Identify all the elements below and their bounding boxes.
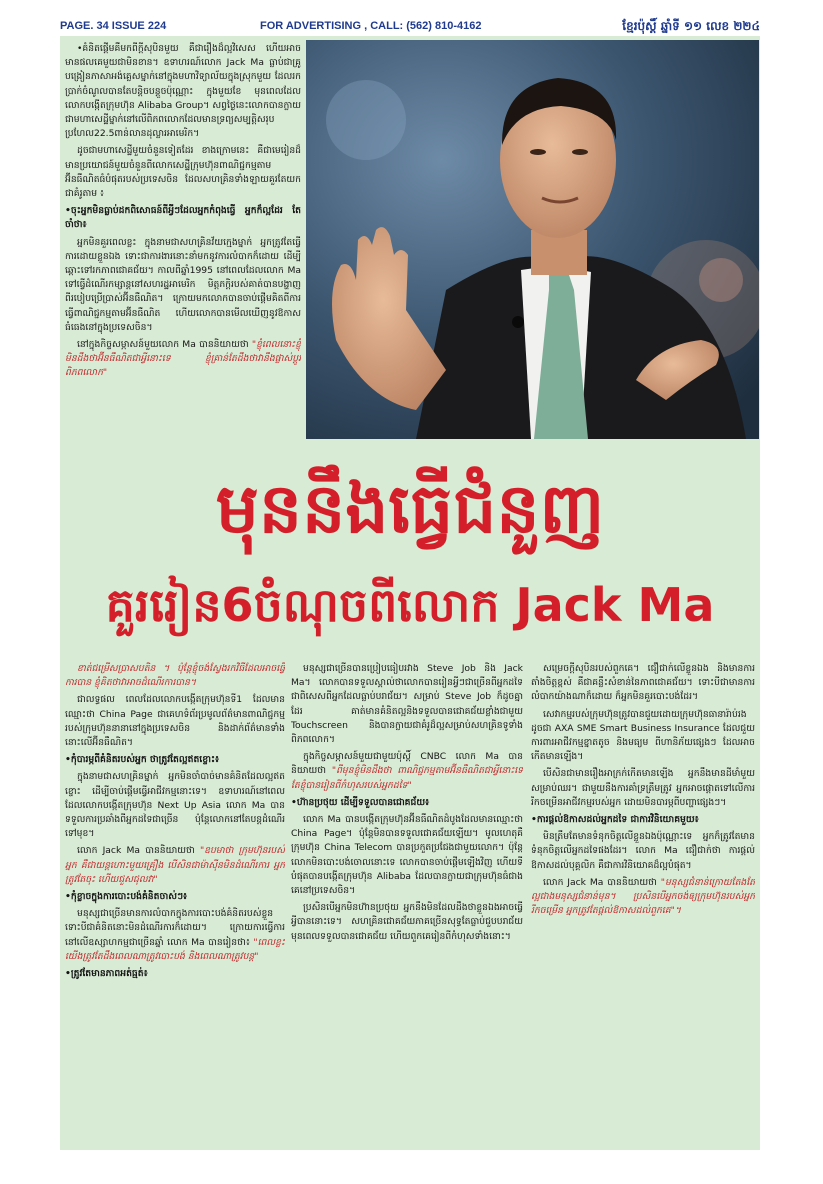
subheading: •ត្រូវតែមានភាពអត់ធ្មត់៖ xyxy=(65,968,148,980)
headline-line-1: មុននឹងធ្វើជំនួញ xyxy=(215,470,605,549)
paragraph-text: លោក Jack Ma បាននិយាយថា xyxy=(543,876,661,888)
bottom-middle-column xyxy=(291,662,523,1142)
headline-line-2: គួររៀន6ចំណុចពីលោក Jack Ma xyxy=(105,578,715,632)
paragraph: ក្នុងនាមជាសហគ្រិនម្នាក់ អ្នកមិនចាំបាច់មានគំនិតដែលល្អឥតខ្ចោះ ដើម្បីចាប់ផ្ដើមធ្វើអាជីវកម្មនោះទេ។ ឧទាហរណ៍នៅពេលដែលលោកបង្កើតក្រុមហ៊ុន Next Up Asia លោក Ma បានទទួលការប្រឆាំងពីអ្នកដទៃជាច្រើន ប៉ុន្តែលោកនៅតែបន្តដំណើរទៅមុខ។ xyxy=(65,771,285,840)
top-left-column xyxy=(65,42,301,462)
paragraph xyxy=(291,750,523,793)
paragraph: សម្រេចក្ដីសុបិនរបស់ពួកគេ។ ជឿជាក់លើខ្លួនឯង និងមានការតាំងចិត្តខ្ពស់ គឺជាគន្លឹះសំខាន់នៃភាពជោគជ័យ។ ទោះបីជាមានការលំបាកយ៉ាងណាក៏ដោយ ក៏អ្នកមិនគួរបោះបង់ដែរ។ xyxy=(531,663,755,703)
bottom-left-column xyxy=(65,662,285,1142)
subheading: •ចុះអ្នកមិនធ្លាប់ដកពិសោធន៍ពីអ្វីៗដែលអ្នកកំពុងធ្វើ អ្នកក៏ល្អដែរ តែចាំថា៖ xyxy=(65,205,301,231)
quote: "មនុស្សជំនាន់ក្រោយតែងតែល្អជាងមនុស្សជំនាន់មុន។ ប្រសិនបើអ្នកចង់ឲ្យក្រុមហ៊ុនរបស់អ្នករីកចម្រើន អ្នកត្រូវតែផ្ដល់ឱកាសដល់ពួកគេ"។ xyxy=(531,876,755,917)
paragraph: លោក Ma បានបង្កើតក្រុមហ៊ុនអ៊ីនធឺណិតដំបូងដែលមានឈ្មោះថា China Page។ ប៉ុន្តែមិនបានទទួលជោគជ័យឡើយ។ មូលហេតុគឺ ក្រុមហ៊ុន China Telecom បានប្រកួតប្រជែងជាមួយលោក។ ប៉ុន្តែលោកមិនបោះបង់ចោលនោះទេ លោកបានចាប់ផ្ដើមឡើងវិញ ហើយទីបំផុតបានបង្កើតក្រុមហ៊ុន Alibaba ដែលបានក្លាយជាក្រុមហ៊ុនធំជាងគេនៅប្រទេសចិន។ xyxy=(291,814,523,897)
paragraph xyxy=(531,876,755,919)
paragraph xyxy=(65,907,285,964)
paragraph-text: នៅក្នុងកិច្ចសម្ភាសន៍មួយលោក Ma បាននិយាយថា xyxy=(77,339,252,351)
subheading: •ហ៊ានប្រថុយ ដើម្បីទទួលបានជោគជ័យ៖ xyxy=(291,796,430,808)
paragraph-text: ក្នុងកិច្ចសម្ភាសន៍មួយជាមួយប៉ុស្ដិ៍ CNBC លោក Ma បាននិយាយថា xyxy=(291,751,523,777)
page-header xyxy=(60,18,760,36)
paragraph xyxy=(65,338,301,381)
paragraph: ដូចជាមហាសេដ្ឋីមួយចំនួនទៀតដែរ ខាងក្រោមនេះ គឺជាមេរៀនដ៏មានប្រយោជន៍មួយចំនួនពីលោកសេដ្ឋីក្រុមហ៊ុនពាណិជ្ជកម្មតាមអ៊ីនធឺណិតធំបំផុតរបស់ប្រទេសចិន ដែលសហគ្រិនទាំងឡាយគួរតែយកជាគំរូតាម ៖ xyxy=(65,145,301,200)
photo-illustration xyxy=(306,40,759,439)
page-issue-label: PAGE. 34 ISSUE 224 xyxy=(60,20,167,32)
quote: "ពេលខ្លះយើងត្រូវតែដឹងពេលណាត្រូវបោះបង់ និងពេលណាត្រូវបន្ត" xyxy=(65,936,285,962)
subheading: •កុំបារម្ភពីគំនិតរបស់អ្នក ថាត្រូវតែល្អឥតខ្ចោះ៖ xyxy=(65,754,220,766)
publication-name: ខ្មែរប៉ុស្ដិ៍ ឆ្នាំទី ១១ លេខ ២២៤ xyxy=(622,19,760,33)
paragraph: មិនត្រឹមតែមានទំនុកចិត្តលើខ្លួនឯងប៉ុណ្ណោះទេ អ្នកក៏ត្រូវតែមានទំនុកចិត្តលើអ្នកដទៃផងដែរ។ លោក Ma ជឿជាក់ថា ការផ្ដល់ឱកាសដល់បុគ្គលិក គឺជាការវិនិយោគដ៏ល្អបំផុត។ xyxy=(531,831,755,871)
paragraph-text: មនុស្សជាច្រើនមានការលំបាកក្នុងការបោះបង់គំនិតរបស់ខ្លួន ទោះបីជាគំនិតនោះមិនដំណើរការក៏ដោយ។ ក្រោយការធ្វើការនៅលើឧស្សាហកម្មជាច្រើនឆ្នាំ លោក Ma បានរៀនថា៖ xyxy=(65,908,285,948)
bottom-right-column xyxy=(531,662,755,1142)
quote: "ខ្ញុំពេលនោះខ្ញុំមិនដឹងថាអ៊ីនធឺណិតជាអ្វីនោះទេ ខ្ញុំគ្រាន់តែដឹងថាវានឹងផ្លាស់ប្ដូរពិភពលោក" xyxy=(65,339,301,379)
paragraph: ជាលទ្ធផល ពេលដែលលោកបង្កើតក្រុមហ៊ុនទី1 ដែលមានឈ្មោះថា China Page ជាគេហទំព័រប្រមូលព័ត៌មានពាណិជ្ជកម្មរបស់ក្រុមហ៊ុននានានៅក្នុងប្រទេសចិន និងដាក់ព័ត៌មានទាំងនោះលើអ៊ីនធឺណិត។ xyxy=(65,694,285,749)
quote: "ពីមុនខ្ញុំមិនដឹងថា ពាណិជ្ជកម្មតាមអ៊ីនធឺណិតជាអ្វីនោះទេ តែខ្ញុំបានរៀនពីកំហុសរបស់អ្នកដទៃ" xyxy=(291,765,523,791)
subheading: •កុំខ្លាចក្នុងការបោះបង់គំនិតចាស់ៗ៖ xyxy=(65,891,188,903)
paragraph: មនុស្សជាច្រើនបានប្រៀបធៀបរវាង Steve Job និង Jack Ma។ លោកបានទទួលស្គាល់ថាលោកបានរៀនអ្វីៗជាច្រើនពីអ្នកដទៃ ជាពិសេសពីអ្នកដែលធ្លាប់បរាជ័យ។ សម្រាប់ Steve Job ក៏ដូចគ្នាដែរ គាត់មានគំនិតល្អនិងទទួលបានជោគជ័យខ្លាំងជាមួយ Touchscreen និងបានក្លាយជាគំរូដ៏ល្អសម្រាប់សហគ្រិនទូទាំងពិភពលោក។ xyxy=(291,663,523,746)
paragraph: ប្រសិនបើអ្នកមិនហ៊ានប្រថុយ អ្នកនឹងមិនដែលដឹងថាខ្លួនឯងអាចធ្វើអ្វីបាននោះទេ។ សហគ្រិនជោគជ័យភាគច្រើនសុទ្ធតែធ្លាប់ជួបបរាជ័យមុនពេលទទួលបានជោគជ័យ ហើយពួកគេរៀនពីកំហុសទាំងនោះ។ xyxy=(291,902,523,942)
paragraph xyxy=(65,844,285,887)
paragraph: បើសិនជាមានរឿងអាក្រក់កើតមានឡើង អ្នកនឹងមានដីមាំមួយសម្រាប់ឈរ។ ជាមួយនឹងការគាំទ្រត្រឹមត្រូវ អ្នកអាចផ្ដោតទៅលើការរីកចម្រើនអាជីវកម្មរបស់អ្នក ដោយមិនបារម្ភពីបញ្ហាផ្សេងៗ។ xyxy=(531,768,755,808)
subheading: •ការផ្ដល់ឱកាសដល់អ្នកដទៃ ជាការវិនិយោគមួយ៖ xyxy=(531,814,699,826)
quote: ខាត់ជម្រើសប្រាសបតិន ។ ប៉ុន្តែខ្ញុំចង់ស្វែងរកវិធីដែលអាចធ្វើការបាន ខ្ញុំគិតថាវាអាចដំណើរការបាន។ xyxy=(65,663,285,689)
paragraph: អ្នកមិនគួរពេលខ្លះ ក្នុងនាមជាសហគ្រិនវ័យក្មេងម្នាក់ អ្នកត្រូវតែធ្វើការដោយខ្លួនឯង ទោះជាការងារនោះនាំមកនូវការលំបាកក៏ដោយ ដើម្បីឆ្ពោះទៅរកភាពជោគជ័យ។ កាលពីឆ្នាំ1995 នៅពេលដែលលោក Ma ទៅធ្វើដំណើរកម្សាន្តនៅសហរដ្ឋអាមេរិក មិត្តភក្ដិរបស់គាត់បានបង្ហាញពីរបៀបប្រើប្រាស់អ៊ីនធឺណិត។ ក្រោយមកលោកបានចាប់ផ្ដើមគិតពីការធ្វើពាណិជ្ជកម្មតាមអ៊ីនធឺណិត ហើយលោកបានមើលឃើញនូវឱកាសធំធេងនៅក្នុងប្រទេសចិន។ xyxy=(65,236,301,333)
paragraph: សេវាកម្មរបស់ក្រុមហ៊ុនត្រូវបានជួយដោយក្រុមហ៊ុនធានារ៉ាប់រងដូចជា AXA SME Smart Business Insurance ដែលជួយការពារអាជីវកម្មខ្នាតតូច និងមធ្យម ពីហានិភ័យផ្សេងៗ ដែលអាចកើតមានឡើង។ xyxy=(531,708,755,763)
advertising-contact: FOR ADVERTISING , CALL: (562) 810-4162 xyxy=(260,20,482,32)
quote: "ឧបមាថា ក្រុមហ៊ុនរបស់អ្នក គឺជាយន្តហោះមួយគ្រឿង បើសិនជាម៉ាស៊ីនមិនដំណើរការ អ្នកត្រូវតែចុះ ហើយជួសជុលវា" xyxy=(65,845,285,885)
jack-ma-photo xyxy=(306,40,759,439)
paragraph: •គំនិតផ្ដើមគឺមកពីក្ដីសុបិនមួយ គឺជារឿងដ៏ល្អវិសេស ហើយអាចមានផលគេមួយជាមិនខាន។ ឧទាហរណ៍លោក Jack Ma ធ្លាប់ជាគ្រូបង្រៀនភាសាអង់គ្លេសម្នាក់នៅក្នុងមហាវិទ្យាល័យក្នុងស្រុកមួយ ដែលរកប្រាក់ចំណូលបានតែបន្តិចបន្តួចប៉ុណ្ណោះ ក្នុងមួយខែ មុនពេលដែលលោកបង្កើតក្រុមហ៊ុន Alibaba Group។ សព្វថ្ងៃនេះលោកបានក្លាយជាមហាសេដ្ឋីម្នាក់នៅលើពិភពលោកដែលមានទ្រព្យសម្បត្តិសរុប ប្រហែល22.5ពាន់លានដុល្លារអាមេរិក។ xyxy=(65,43,301,140)
paragraph-text: លោក Jack Ma បាននិយាយថា xyxy=(77,845,200,857)
